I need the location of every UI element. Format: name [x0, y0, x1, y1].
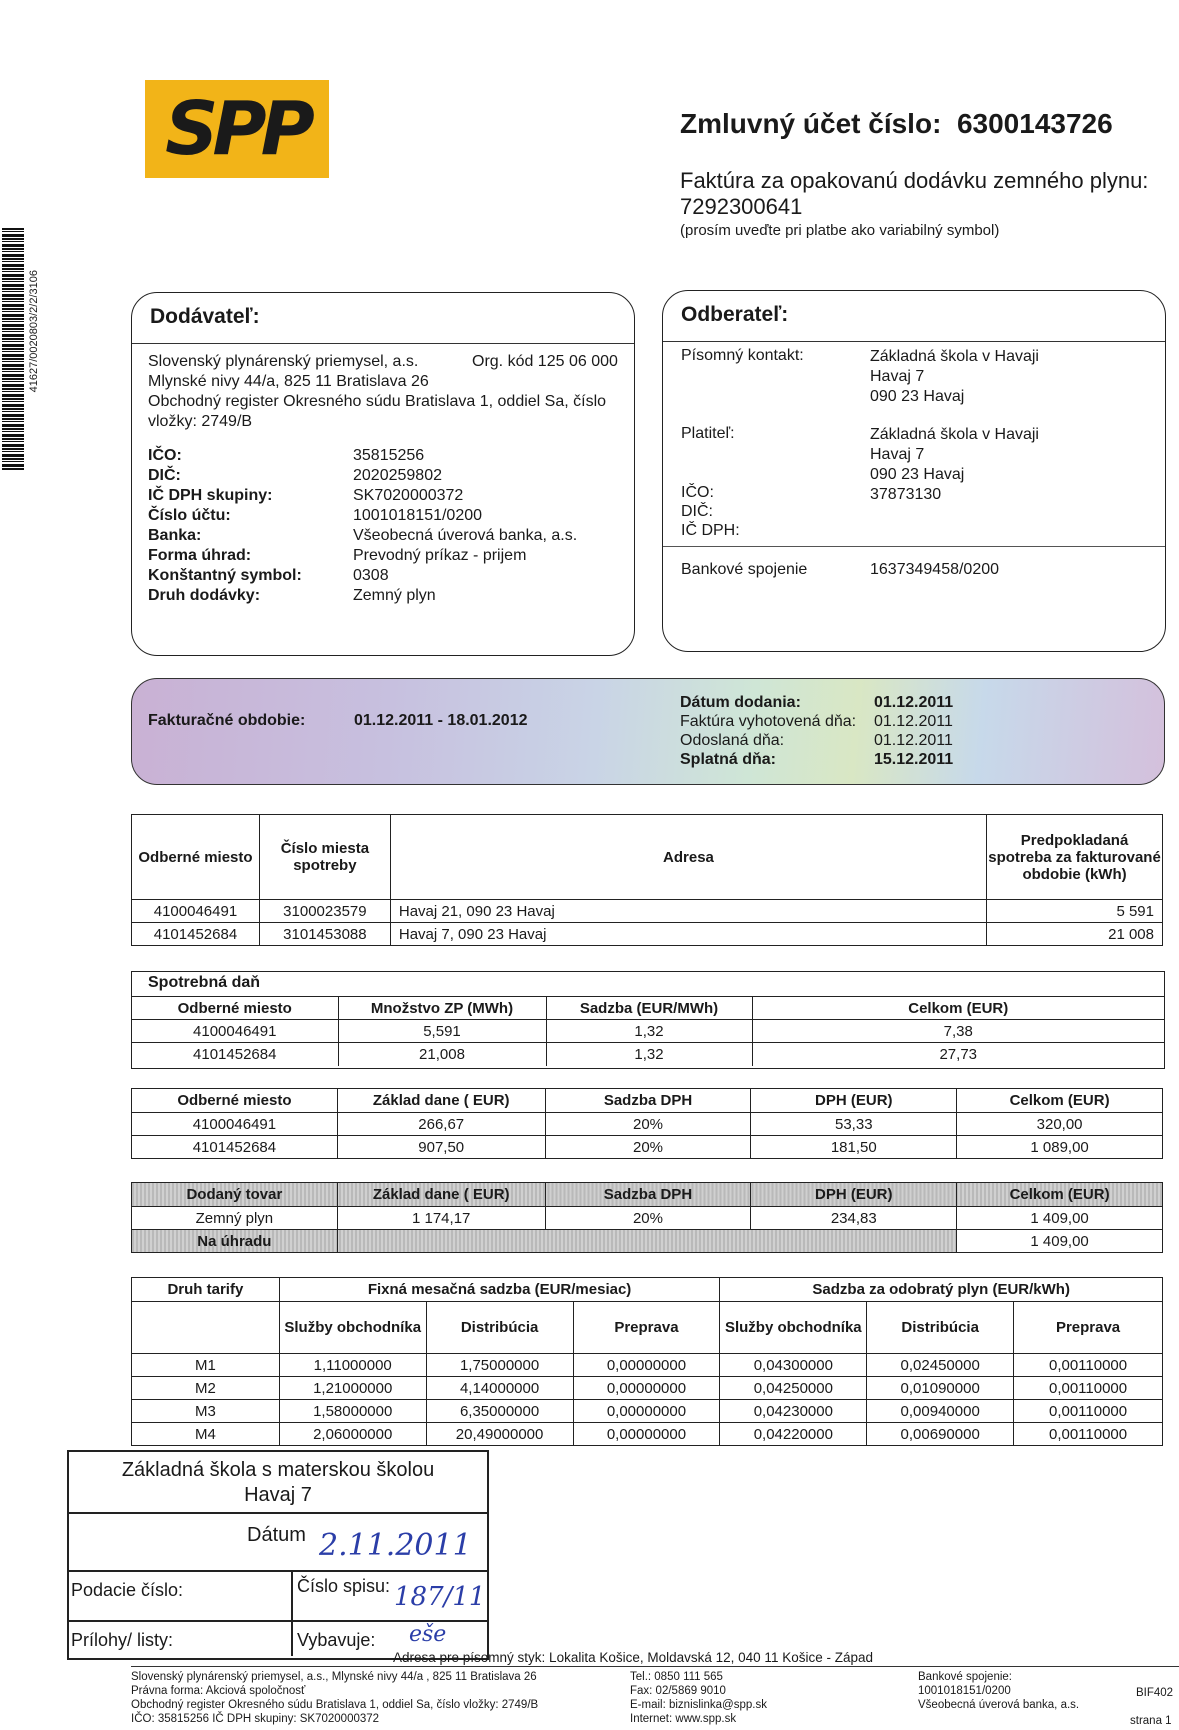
- table-header-row: [132, 1183, 1163, 1207]
- column-header: Celkom (EUR): [957, 1183, 1163, 1207]
- table-cell: Havaj 7, 090 23 Havaj: [390, 923, 986, 946]
- divider: [663, 546, 1165, 547]
- table-cell: 1,11000000: [279, 1354, 426, 1377]
- stamp-spis-value: 187/11: [394, 1582, 486, 1612]
- table-row: [132, 1136, 1163, 1159]
- column-header: Distribúcia: [867, 1302, 1014, 1354]
- table-cell: M3: [132, 1400, 280, 1423]
- table-row: [132, 1354, 1163, 1377]
- field-label: DIČ:: [148, 467, 181, 484]
- contact-line: Havaj 7: [870, 368, 925, 385]
- field-value: 2020259802: [353, 467, 442, 484]
- table-cell: 20%: [545, 1113, 751, 1136]
- contact-line: 090 23 Havaj: [870, 388, 965, 405]
- column-header: DPH (EUR): [751, 1089, 957, 1113]
- tariff-table: [131, 1277, 1163, 1446]
- consumption-sites-table: [131, 814, 1163, 946]
- footer-line: IČO: 35815256 IČ DPH skupiny: SK7020000372: [131, 1713, 380, 1725]
- table-cell: 1,32: [546, 1043, 752, 1066]
- contact-line: Základná škola v Havaji: [870, 348, 1039, 365]
- amount-due-label: Na úhradu: [132, 1230, 338, 1253]
- field-value: Všeobecná úverová banka, a.s.: [353, 527, 578, 544]
- field-value: 0308: [353, 567, 389, 584]
- column-header: Preprava: [573, 1302, 720, 1354]
- table-row: [132, 900, 1163, 923]
- logo-text: SPP: [165, 86, 309, 172]
- footer-line: 1001018151/0200: [918, 1685, 1011, 1697]
- stamp-podacie-label: Podacie číslo:: [71, 1580, 184, 1600]
- table-row: [132, 1043, 1164, 1066]
- period-value: 01.12.2011 - 18.01.2012: [354, 712, 528, 729]
- table-row: [132, 1207, 1163, 1230]
- divider: [291, 1570, 293, 1656]
- table-cell: 181,50: [751, 1136, 957, 1159]
- table-cell: 0,00000000: [573, 1377, 720, 1400]
- customer-tax-labels: [681, 483, 740, 540]
- invoice-title: Faktúra za opakovanú dodávku zemného plynu:: [680, 168, 1149, 193]
- table-cell: 2,06000000: [279, 1423, 426, 1446]
- table-cell: 0,02450000: [867, 1354, 1014, 1377]
- stamp-prilohy-label: Prílohy/ listy:: [71, 1630, 174, 1650]
- table-cell: 0,00110000: [1014, 1400, 1163, 1423]
- stamp-school: [69, 1458, 487, 1508]
- stamp-date-label: Dátum: [247, 1524, 306, 1546]
- amount-due-row: [132, 1230, 1163, 1253]
- table-cell: 5 591: [987, 900, 1163, 923]
- bank-value: 1637349458/0200: [870, 561, 1000, 578]
- supplier-header: [132, 293, 634, 344]
- table-cell: 21,008: [338, 1043, 546, 1066]
- dic-label: DIČ:: [681, 503, 713, 520]
- table-cell: 1 089,00: [957, 1136, 1163, 1159]
- column-header: Preprava: [1014, 1302, 1163, 1354]
- payer-line: 37873130: [870, 486, 942, 503]
- field-value: 1001018151/0200: [353, 507, 483, 524]
- stamp-vybavuje-value: eše: [409, 1622, 447, 1647]
- supplier-field-row: [148, 547, 618, 567]
- table-cell: 1,21000000: [279, 1377, 426, 1400]
- table-row: [132, 923, 1163, 946]
- table-cell: 0,00110000: [1014, 1377, 1163, 1400]
- contract-label: Zmluvný účet číslo:: [680, 108, 942, 139]
- table-cell: 4101452684: [132, 923, 260, 946]
- table-cell: 4100046491: [132, 1113, 338, 1136]
- column-header: Základ dane ( EUR): [337, 1183, 545, 1207]
- date-value: 01.12.2011: [874, 732, 953, 749]
- column-header: Služby obchodníka: [720, 1302, 867, 1354]
- payer-lines: [870, 425, 1039, 505]
- barcode-number: 41627/0020803/2/2/3106: [28, 270, 40, 393]
- table-cell: 4,14000000: [426, 1377, 573, 1400]
- supplier-address: Mlynské nivy 44/a, 825 11 Bratislava 26: [148, 373, 429, 390]
- supplier-name: Slovenský plynárenský priemysel, a.s.: [148, 353, 419, 370]
- footer-line: Fax: 02/5869 9010: [630, 1685, 726, 1697]
- spp-logo: [145, 80, 329, 178]
- table-cell: M2: [132, 1377, 280, 1400]
- supplier-field-row: [148, 467, 618, 487]
- column-header: Sadzba DPH: [545, 1089, 751, 1113]
- amount-due-value: 1 409,00: [957, 1230, 1163, 1253]
- table-cell: 1,32: [546, 1020, 752, 1043]
- table-cell: 4100046491: [132, 1020, 338, 1043]
- supplier-heading: Dodávateľ:: [150, 305, 260, 328]
- contact-label: Písomný kontakt:: [681, 347, 804, 364]
- column-header: DPH (EUR): [751, 1183, 957, 1207]
- stamp-school-address: Havaj 7: [244, 1484, 312, 1506]
- table-cell: 1 409,00: [957, 1207, 1163, 1230]
- column-header: Služby obchodníka: [279, 1302, 426, 1354]
- supplier-org-code: Org. kód 125 06 000: [472, 353, 618, 370]
- table-cell: 320,00: [957, 1113, 1163, 1136]
- supplier-field-row: [148, 527, 618, 547]
- field-label: Forma úhrad:: [148, 547, 252, 564]
- table-cell: 234,83: [751, 1207, 957, 1230]
- table-cell: 0,00690000: [867, 1423, 1014, 1446]
- table-cell: 20%: [545, 1207, 751, 1230]
- date-row: [680, 693, 1080, 712]
- totals-table: [131, 1182, 1163, 1253]
- column-header: Odberné miesto: [132, 1089, 338, 1113]
- column-header: Celkom (EUR): [957, 1089, 1163, 1113]
- table-cell: Zemný plyn: [132, 1207, 338, 1230]
- date-label: Splatná dňa:: [680, 751, 777, 768]
- invoice-note: (prosím uveďte pri platbe ako variabilný symbol): [680, 222, 1000, 239]
- table-cell: Havaj 21, 090 23 Havaj: [390, 900, 986, 923]
- excise-table: [132, 996, 1164, 1066]
- table-cell: 266,67: [337, 1113, 545, 1136]
- footer-line: Slovenský plynárenský priemysel, a.s., Mlynské nivy 44/a , 825 11 Bratislava 26: [131, 1671, 537, 1683]
- table-cell: 907,50: [337, 1136, 545, 1159]
- footer-bank: [918, 1670, 1079, 1712]
- table-cell: 0,00940000: [867, 1400, 1014, 1423]
- column-header: Sadzba za odobratý plyn (EUR/kWh): [720, 1278, 1163, 1302]
- column-header: Číslo miesta spotreby: [259, 815, 390, 900]
- table-cell: 4101452684: [132, 1136, 338, 1159]
- table-cell: 1,58000000: [279, 1400, 426, 1423]
- excise-title: Spotrebná daň: [148, 974, 261, 991]
- supplier-field-row: [148, 567, 618, 587]
- table-row: [132, 1113, 1163, 1136]
- table-cell: 1,75000000: [426, 1354, 573, 1377]
- customer-box: [662, 290, 1166, 652]
- customer-heading: Odberateľ:: [681, 303, 789, 326]
- date-row: [680, 712, 1080, 731]
- supplier-field-row: [148, 487, 618, 507]
- column-header: Fixná mesačná sadzba (EUR/mesiac): [279, 1278, 720, 1302]
- footer-line: Všeobecná úverová banka, a.s.: [918, 1699, 1080, 1711]
- table-header-row: [132, 1278, 1163, 1302]
- payer-line: Havaj 7: [870, 446, 925, 463]
- table-cell: 0,04250000: [720, 1377, 867, 1400]
- table-cell: 0,00110000: [1014, 1354, 1163, 1377]
- invoice-number: 7292300641: [680, 194, 803, 219]
- date-value: 01.12.2011: [874, 694, 954, 711]
- table-header-row: [132, 1089, 1163, 1113]
- table-cell: 7,38: [752, 1020, 1164, 1043]
- form-code: BIF402: [1136, 1687, 1174, 1699]
- stamp-spis-label: Číslo spisu:: [297, 1576, 391, 1596]
- table-cell: 0,04220000: [720, 1423, 867, 1446]
- contract-title: [680, 108, 1113, 140]
- date-label: Faktúra vyhotovená dňa:: [680, 713, 857, 730]
- table-cell: [337, 1230, 956, 1253]
- barcode: [2, 228, 24, 470]
- table-cell: 0,00000000: [573, 1400, 720, 1423]
- footer-divider: [131, 1666, 1179, 1667]
- table-cell: 20%: [545, 1136, 751, 1159]
- payer-label: Platiteľ:: [681, 425, 735, 442]
- field-label: Banka:: [148, 527, 202, 544]
- correspondence-address: Adresa pre písomný styk: Lokalita Košice, Moldavská 12, 040 11 Košice - Západ: [393, 1650, 873, 1665]
- table-cell: 0,04230000: [720, 1400, 867, 1423]
- supplier-fields: [148, 447, 618, 607]
- registry-stamp: [67, 1450, 489, 1660]
- table-row: [132, 1400, 1163, 1423]
- bank-label: Bankové spojenie: [681, 561, 808, 578]
- column-header: Druh tarify: [132, 1278, 280, 1302]
- column-header: Distribúcia: [426, 1302, 573, 1354]
- table-cell: 4100046491: [132, 900, 260, 923]
- table-cell: 0,00110000: [1014, 1423, 1163, 1446]
- ico-label: IČO:: [681, 484, 714, 501]
- date-value: 01.12.2011: [874, 713, 953, 730]
- payer-line: 090 23 Havaj: [870, 466, 965, 483]
- icdph-label: IČ DPH:: [681, 522, 740, 539]
- footer-line: E-mail: biznislinka@spp.sk: [630, 1699, 767, 1711]
- table-row: [132, 1020, 1164, 1043]
- field-value: Zemný plyn: [353, 587, 436, 604]
- footer-contact: [630, 1670, 767, 1726]
- date-row: [680, 750, 1080, 769]
- table-cell: M1: [132, 1354, 280, 1377]
- customer-header: [663, 291, 1165, 342]
- table-cell: 21 008: [987, 923, 1163, 946]
- supplier-field-row: [148, 507, 618, 527]
- divider: [69, 1570, 487, 1572]
- table-cell: 0,00000000: [573, 1423, 720, 1446]
- field-label: Konštantný symbol:: [148, 567, 302, 584]
- contract-number: 6300143726: [956, 108, 1113, 139]
- date-label: Dátum dodania:: [680, 694, 801, 711]
- field-label: Druh dodávky:: [148, 587, 261, 604]
- footer-line: Bankové spojenie:: [918, 1671, 1012, 1683]
- table-cell: 4101452684: [132, 1043, 338, 1066]
- excise-tax-section: [131, 971, 1165, 1069]
- supplier-field-row: [148, 587, 618, 607]
- footer-line: Internet: www.spp.sk: [630, 1713, 737, 1725]
- billing-period-band: [131, 678, 1165, 785]
- supplier-box: [131, 292, 635, 656]
- table-cell: 1 174,17: [337, 1207, 545, 1230]
- table-header-row: [132, 1302, 1163, 1354]
- field-value: SK7020000372: [353, 487, 464, 504]
- date-label: Odoslaná dňa:: [680, 732, 785, 749]
- contact-lines: [870, 347, 1039, 407]
- column-header: Predpokladaná spotreba za fakturované obdobie (kWh): [987, 815, 1163, 900]
- table-cell: 3100023579: [259, 900, 390, 923]
- stamp-school-name: Základná škola s materskou školou: [121, 1459, 435, 1481]
- table-row: [132, 1377, 1163, 1400]
- invoice-dates: [680, 693, 1080, 769]
- table-cell: 0,00000000: [573, 1354, 720, 1377]
- payer-line: Základná škola v Havaji: [870, 426, 1039, 443]
- footer-line: Obchodný register Okresného súdu Bratislava 1, oddiel Sa, číslo vložky: 2749/B: [131, 1699, 539, 1711]
- supplier-register-2: vložky: 2749/B: [148, 413, 253, 430]
- page-number: strana 1: [1130, 1715, 1172, 1727]
- column-header: Odberné miesto: [132, 815, 260, 900]
- stamp-vybavuje-label: Vybavuje:: [297, 1630, 376, 1650]
- field-label: IČO:: [148, 447, 182, 464]
- field-label: Číslo účtu:: [148, 507, 231, 524]
- column-header: Množstvo ZP (MWh): [338, 997, 546, 1020]
- footer-company: [131, 1670, 538, 1726]
- stamp-date-value: 2.11.2011: [319, 1528, 472, 1563]
- table-row: [132, 1423, 1163, 1446]
- column-header: Celkom (EUR): [752, 997, 1164, 1020]
- column-header: Sadzba (EUR/MWh): [546, 997, 752, 1020]
- table-cell: 0,04300000: [720, 1354, 867, 1377]
- date-row: [680, 731, 1080, 750]
- date-value: 15.12.2011: [874, 751, 954, 768]
- divider: [69, 1512, 487, 1514]
- table-cell: 3101453088: [259, 923, 390, 946]
- table-cell: 27,73: [752, 1043, 1164, 1066]
- footer-line: Tel.: 0850 111 565: [630, 1671, 723, 1683]
- column-header: Základ dane ( EUR): [337, 1089, 545, 1113]
- supplier-field-row: [148, 447, 618, 467]
- column-header: Adresa: [390, 815, 986, 900]
- table-cell: 5,591: [338, 1020, 546, 1043]
- column-header: Sadzba DPH: [545, 1183, 751, 1207]
- field-value: Prevodný príkaz - prijem: [353, 547, 527, 564]
- supplier-register: Obchodný register Okresného súdu Bratislava 1, oddiel Sa, číslo: [148, 393, 607, 410]
- table-cell: 0,01090000: [867, 1377, 1014, 1400]
- table-cell: M4: [132, 1423, 280, 1446]
- table-cell: 6,35000000: [426, 1400, 573, 1423]
- column-header: Dodaný tovar: [132, 1183, 338, 1207]
- table-cell: 53,33: [751, 1113, 957, 1136]
- table-header-row: [132, 997, 1164, 1020]
- field-label: IČ DPH skupiny:: [148, 487, 273, 504]
- table-cell: 20,49000000: [426, 1423, 573, 1446]
- table-header-row: [132, 815, 1163, 900]
- column-header: Odberné miesto: [132, 997, 338, 1020]
- footer-line: Právna forma: Akciová spoločnosť: [131, 1685, 306, 1697]
- column-header: [132, 1302, 280, 1354]
- field-value: 35815256: [353, 447, 425, 464]
- vat-table: [131, 1088, 1163, 1159]
- period-label: Fakturačné obdobie:: [148, 712, 306, 729]
